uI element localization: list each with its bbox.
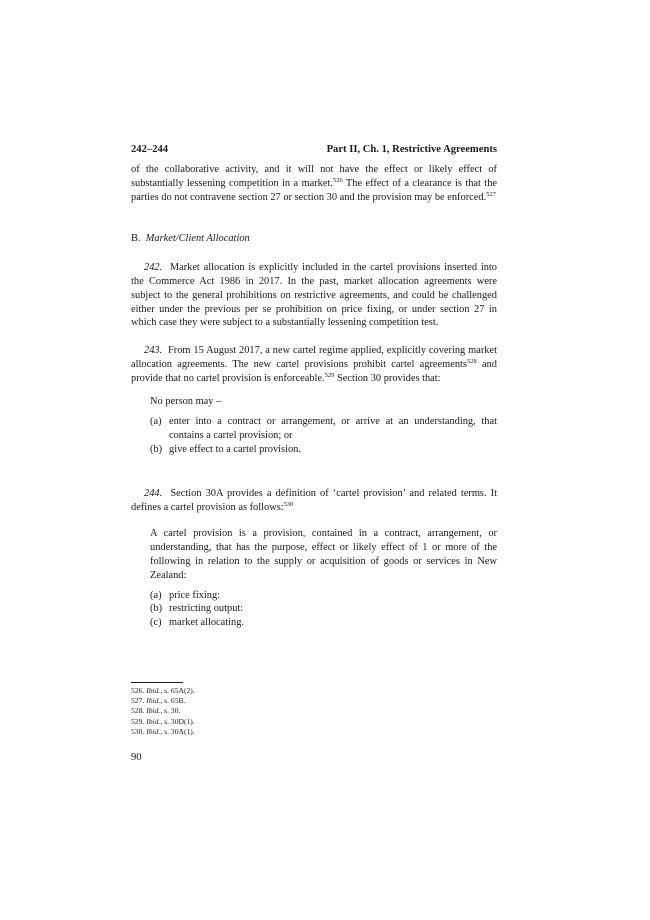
paragraph-number: 242.	[144, 262, 163, 274]
footnote-number: 528.	[131, 706, 145, 716]
chapter-title: Part II, Ch. 1, Restrictive Agreements	[326, 144, 497, 155]
paragraph-text-3: Section 30 provides that:	[334, 372, 441, 384]
footnote-number: 527.	[131, 696, 145, 706]
paragraph-242	[131, 261, 497, 330]
paragraph-text-2: and provide that no cartel provision is enforceable.	[131, 358, 497, 384]
paragraph-range: 242–244	[131, 144, 169, 155]
block-quote-section-30a	[150, 527, 497, 630]
footnote-number: 530.	[131, 726, 145, 736]
block-quote-section-30	[150, 395, 497, 457]
section-heading	[131, 232, 497, 246]
quote-list-item	[150, 616, 497, 630]
footnote-number: 526.	[131, 686, 145, 695]
section-letter: B.	[131, 233, 141, 245]
footnote-ibid: Ibid.	[146, 686, 161, 695]
quote-list-item	[150, 589, 497, 603]
intro-paragraph	[131, 163, 497, 204]
paragraph-243	[131, 344, 497, 385]
item-label: (a)	[150, 416, 162, 428]
item-label: (b)	[150, 603, 163, 615]
footnote-number: 529.	[131, 716, 145, 726]
item-label: (c)	[150, 617, 162, 629]
paragraph-text: Market allocation is explicitly included in the cartel provisions inserted into the Commerce Act 1986 in 2017. In the past, market allocation agreements were subject to the general prohibitions on restrictive agreements, and could be challenged either under the previous per se prohibition on price fixing, or under section 27 in which case they were subject to a substantially lessening competition test.	[131, 262, 497, 329]
item-text: give effect to a cartel provision.	[169, 443, 301, 455]
footnote-529	[131, 717, 497, 727]
page-body	[131, 143, 497, 630]
quote-lead: No person may –	[150, 395, 222, 407]
quote-text: A cartel provision is a provision, contained in a contract, arrangement, or understanding, that has the purpose, effect or likely effect of 1 or more of the following in relation to the supply or acquisition of goods or services in New Zealand:	[150, 528, 497, 581]
footnote-ibid: Ibid.	[146, 726, 161, 736]
running-header	[131, 143, 497, 157]
item-text: restricting output:	[169, 603, 244, 615]
footnote-citation: , s. 65B.	[160, 696, 186, 706]
paragraph-text-1: From 15 August 2017, a new cartel regime applied, explicitly covering market allocation agreements. The new cartel provisions prohibit cartel agreements	[131, 345, 497, 370]
footnote-ref-527[interactable]: 527	[486, 190, 496, 198]
footnote-530	[131, 727, 497, 737]
footnote-ibid: Ibid.	[146, 716, 161, 726]
footnote-ref-529[interactable]: 529	[324, 371, 335, 379]
footnote-ibid: Ibid.	[146, 706, 161, 716]
page-number: 90	[131, 752, 142, 763]
paragraph-number: 244.	[144, 487, 163, 499]
quote-list-item	[150, 602, 497, 616]
section-title: Market/Client Allocation	[145, 233, 250, 245]
footnote-divider	[131, 682, 183, 683]
item-text: market allocating.	[169, 617, 245, 629]
footnote-527	[131, 696, 497, 706]
footnote-citation: , s. 30A(1).	[160, 726, 195, 736]
intro-text-1: of the collaborative activity, and it will not have the effect or likely effect of substantially lessening competition in a market.	[131, 164, 497, 189]
intro-text-2: The effect of a clearance is that the parties do not contravene section 27 or section 30 and the provision may be enforced.	[131, 177, 498, 203]
paragraph-text-1: Section 30A provides a definition of ‘cartel provision’ and related terms. It defines a cartel provision as follows:	[131, 487, 497, 513]
paragraph-244	[131, 487, 497, 515]
item-text: price fixing:	[169, 589, 221, 601]
quote-list-item	[150, 443, 497, 457]
footnote-ref-528[interactable]: 528	[466, 357, 477, 365]
footnote-528	[131, 706, 497, 716]
paragraph-number: 243.	[144, 345, 163, 357]
item-text: enter into a contract or arrangement, or arrive at an understanding, that contains a cartel provision; or	[169, 416, 497, 442]
footnote-526	[131, 686, 497, 696]
footnote-citation: , s. 30D(1).	[160, 716, 195, 726]
item-label: (a)	[150, 589, 162, 601]
quote-list-item	[150, 415, 497, 443]
footnotes	[131, 682, 497, 737]
footnote-citation: , s. 30.	[160, 706, 181, 716]
footnote-ref-530[interactable]: 530	[283, 500, 294, 508]
footnote-citation: , s. 65A(2).	[160, 686, 195, 695]
footnote-ref-526[interactable]: 526	[332, 176, 343, 184]
footnote-ibid: Ibid.	[146, 696, 161, 706]
item-label: (b)	[150, 443, 163, 455]
